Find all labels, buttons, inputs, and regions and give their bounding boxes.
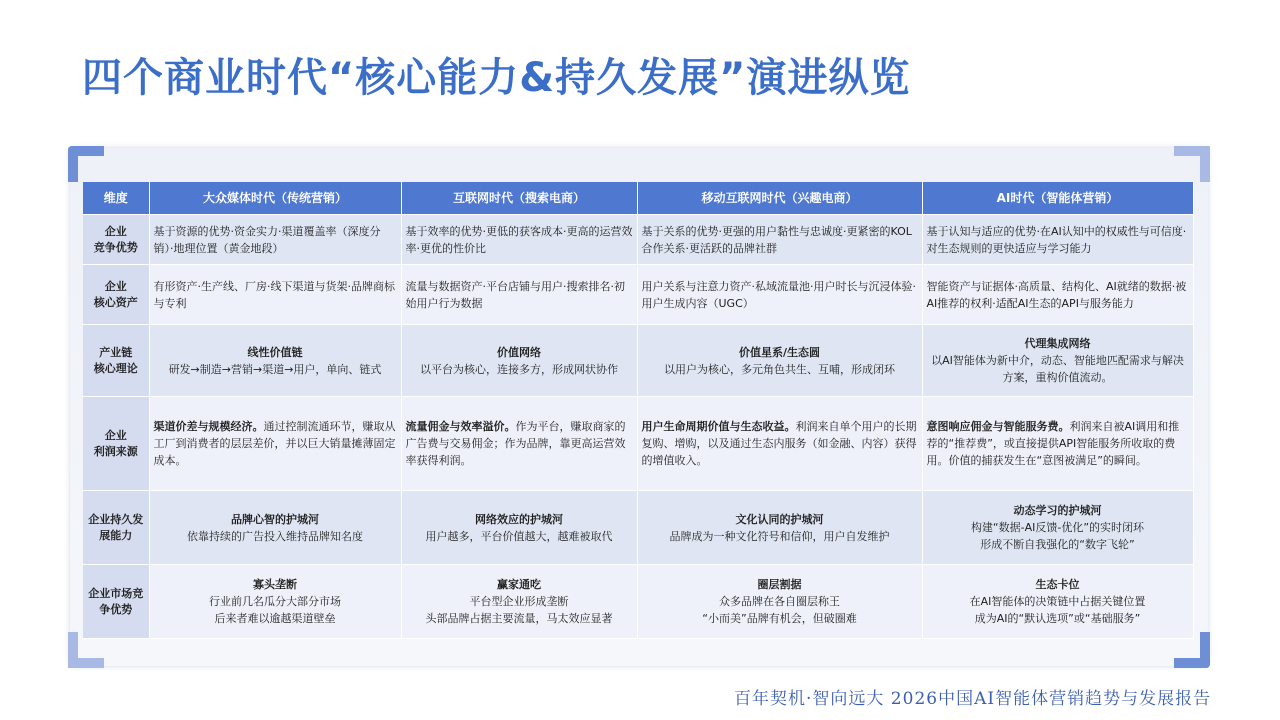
cell-heading: 生态卡位 <box>1035 578 1080 591</box>
row-label <box>83 397 149 491</box>
cell-heading: 圈层割据 <box>757 578 802 591</box>
cell-line: 依靠持续的广告投入维持品牌知名度 <box>187 529 363 543</box>
row-label-line: 核心理论 <box>93 361 138 375</box>
cell-heading: 寡头垄断 <box>253 578 297 591</box>
cell-heading: 线性价值链 <box>247 345 303 359</box>
row-label-line: 利润来源 <box>93 444 138 458</box>
row-label-line: 企业市场竞 <box>88 586 144 600</box>
table-cell <box>922 565 1193 639</box>
cell-line: “小而美”品牌有机会，但破圈难 <box>702 612 857 625</box>
report-footer: 百年契机·智向远大 2026中国AI智能体营销趋势与发展报告 <box>734 689 1212 709</box>
header-mass-media-era: 大众媒体时代（传统营销） <box>149 182 401 215</box>
table-cell: 基于关系的优势·更强的用户黏性与忠诚度·更紧密的KOL合作关系·更活跃的品牌社群 <box>637 215 922 265</box>
header-internet-era: 互联网时代（搜索电商） <box>401 182 637 215</box>
cell-lead: 意图响应佣金与智能服务费。 <box>926 420 1070 433</box>
cell-line: 在AI智能体的决策链中占据关键位置 <box>969 595 1146 608</box>
table-cell <box>149 565 401 639</box>
header-ai-era: AI时代（智能体营销） <box>922 182 1193 215</box>
table-cell <box>149 491 401 565</box>
frame-corner-bottom-right-h <box>1174 658 1210 668</box>
table-cell <box>922 491 1193 565</box>
cell-text: 以用户为核心，多元角色共生、互哺，形成闭环 <box>664 362 895 376</box>
row-label <box>83 565 149 639</box>
table-cell <box>149 325 401 397</box>
cell-lead: 流量佣金与效率溢价。 <box>405 420 516 433</box>
table-cell <box>401 565 637 639</box>
header-mobile-internet-era: 移动互联网时代（兴趣电商） <box>637 182 922 215</box>
cell-line: 用户越多，平台价值越大，越难被取代 <box>425 529 613 543</box>
table-cell <box>637 491 922 565</box>
frame-corner-bottom-left-h <box>68 658 104 668</box>
cell-heading: 文化认同的护城河 <box>735 512 824 526</box>
cell-line: 后来者难以逾越渠道壁垒 <box>214 612 336 625</box>
table-cell <box>922 397 1193 491</box>
table-row-industry-chain <box>83 325 1193 397</box>
row-label-line: 企业 <box>104 224 127 238</box>
cell-text: 以平台为核心，连接多方，形成网状协作 <box>420 362 618 376</box>
row-label-line: 展能力 <box>99 528 133 542</box>
table-cell <box>149 397 401 491</box>
cell-line: 成为AI的“默认选项”或“基础服务” <box>974 612 1141 625</box>
cell-heading: 代理集成网络 <box>1024 337 1091 350</box>
table-cell: 基于资源的优势·资金实力·渠道覆盖率（深度分销）·地理位置（黄金地段） <box>149 215 401 265</box>
cell-line: 构建“数据-AI反馈-优化”的实时闭环 <box>970 521 1145 534</box>
table-cell <box>401 397 637 491</box>
cell-heading: 网络效应的护城河 <box>475 512 563 526</box>
cell-line: 平台型企业形成垄断 <box>469 595 569 608</box>
row-label-line: 企业 <box>104 428 127 442</box>
row-label-line: 核心资产 <box>93 295 138 309</box>
cell-lead: 渠道价差与规模经济。 <box>153 420 264 433</box>
row-label-line: 竞争优势 <box>93 240 138 254</box>
cell-text: 利润来自被AI调用和推荐的“推荐费”，或直接提供API智能服务所收取的费用。价值的捕获发生在“意图被满足”的瞬间。 <box>926 420 1180 467</box>
table-cell: 基于效率的优势·更低的获客成本·更高的运营效率·更优的性价比 <box>401 215 637 265</box>
cell-text: 研发→制造→营销→渠道→用户，单向、链式 <box>168 362 382 376</box>
row-label-line: 企业 <box>104 279 127 293</box>
table-cell <box>401 325 637 397</box>
table-row-profit-source <box>83 397 1193 491</box>
cell-text: 以AI智能体为新中介，动态、智能地匹配需求与解决方案，重构价值流动。 <box>931 354 1184 384</box>
row-label-line: 企业持久发 <box>88 512 144 526</box>
table-cell: 流量与数据资产·平台店铺与用户·搜索排名·初始用户行为数据 <box>401 265 637 325</box>
table-cell: 有形资产·生产线、厂房·线下渠道与货架·品牌商标与专利 <box>149 265 401 325</box>
cell-heading: 价值星系/生态圆 <box>738 345 821 359</box>
cell-line: 形成不断自我强化的“数字飞轮” <box>980 538 1135 551</box>
cell-text: 作为平台，赚取商家的广告费与交易佣金；作为品牌，靠更高运营效率获得利润。 <box>405 420 626 467</box>
frame-corner-top-left-h <box>68 146 104 156</box>
row-label <box>83 265 149 325</box>
table-row-core-assets <box>83 265 1193 325</box>
row-label <box>83 325 149 397</box>
table-row-sustainable-development <box>83 491 1193 565</box>
cell-line: 行业前几名瓜分大部分市场 <box>209 595 341 608</box>
row-label <box>83 215 149 265</box>
cell-lead: 用户生命周期价值与生态收益。 <box>641 420 796 433</box>
cell-heading: 品牌心智的护城河 <box>231 512 319 526</box>
table-cell <box>401 491 637 565</box>
cell-line: 众多品牌在各自圈层称王 <box>719 595 840 608</box>
row-label <box>83 491 149 565</box>
table-row-market-competition <box>83 565 1193 639</box>
row-label-line: 争优势 <box>99 602 133 616</box>
table-cell: 基于认知与适应的优势·在AI认知中的权威性与可信度·对生态规则的更快适应与学习能力 <box>922 215 1193 265</box>
cell-heading: 赢家通吃 <box>497 578 541 591</box>
cell-text: 利润来自单个用户的长期复购、增购，以及通过生态内服务（如金融、内容）获得的增值收入。 <box>641 420 917 467</box>
header-dimension: 维度 <box>83 182 149 215</box>
page-title: 四个商业时代“核心能力&持久发展”演进纵览 <box>82 55 911 101</box>
frame-corner-top-right-h <box>1174 146 1210 156</box>
cell-heading: 动态学习的护城河 <box>1013 504 1102 517</box>
table-cell: 用户关系与注意力资产·私域流量池·用户时长与沉浸体验·用户生成内容（UGC） <box>637 265 922 325</box>
comparison-table <box>83 182 1194 639</box>
cell-line: 品牌成为一种文化符号和信仰，用户自发维护 <box>669 529 890 543</box>
table-cell <box>922 325 1193 397</box>
row-label-line: 产业链 <box>99 345 133 359</box>
cell-line: 头部品牌占据主要流量，马太效应显著 <box>425 612 613 625</box>
table-header-row <box>83 182 1193 215</box>
cell-text: 通过控制流通环节，赚取从工厂到消费者的层层差价，并以巨大销量摊薄固定成本。 <box>153 420 396 467</box>
table-row-competitive-advantage <box>83 215 1193 265</box>
table-cell <box>637 325 922 397</box>
table-cell: 智能资产与证据体·高质量、结构化、AI就绪的数据·被AI推荐的权利·适配AI生态的API与服务能力 <box>922 265 1193 325</box>
cell-heading: 价值网络 <box>497 345 541 359</box>
table-cell <box>637 565 922 639</box>
table-cell <box>637 397 922 491</box>
